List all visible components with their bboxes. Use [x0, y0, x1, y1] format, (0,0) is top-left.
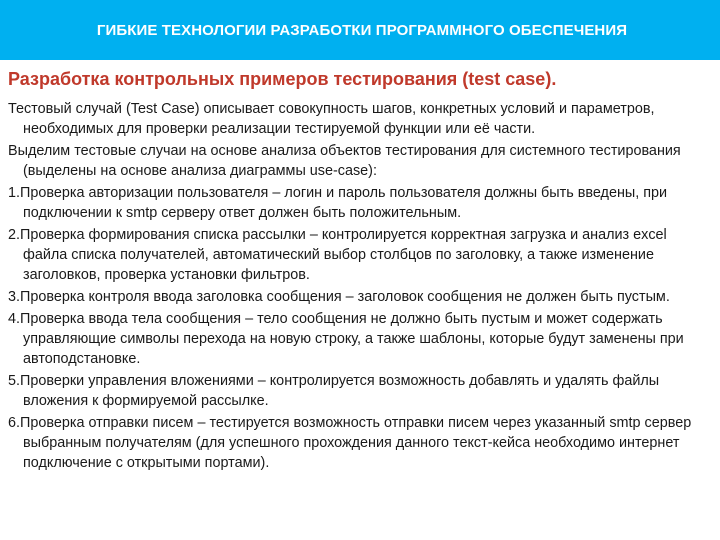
list-item-number: 4. — [8, 311, 21, 327]
list-item — [8, 309, 708, 369]
list-item — [8, 225, 708, 285]
list-item — [8, 287, 708, 307]
list-item-number: 3. — [8, 289, 21, 305]
list-item-text: Проверка контроля ввода заголовка сообщения – заголовок сообщения не должен быть пустым. — [20, 289, 670, 305]
list-item — [8, 371, 708, 411]
list-item-number: 5. — [8, 373, 21, 389]
list-item — [8, 183, 708, 223]
list-item-text: Проверка формирования списка рассылки – контролируется корректная загрузка и анализ excel файла списка получателей, автоматический выбор столбцов по заголовку, а также изменение заголовков, проверка установки фильтров. — [20, 227, 667, 283]
slide-title: ГИБКИЕ ТЕХНОЛОГИИ РАЗРАБОТКИ ПРОГРАММНОГО ОБЕСПЕЧЕНИЯ — [96, 21, 628, 39]
list-item-text: Проверки управления вложениями – контролируется возможность добавлять и удалять файлы вложения к формируемой рассылке. — [20, 373, 660, 409]
slide-body — [8, 99, 708, 475]
intro-paragraph: Выделим тестовые случаи на основе анализа объектов тестирования для системного тестирования (выделены на основе анализа диаграммы use-case): — [8, 143, 681, 179]
section-heading: Разработка контрольных примеров тестирования (test case). — [8, 69, 557, 89]
list-item-number: 2. — [8, 227, 21, 243]
list-item-text: Проверка отправки писем – тестируется возможность отправки писем через указанный smtp сервер выбранным получателям (для успешного прохождения данного текст-кейса необходимо интернет подключение с открытыми портами). — [20, 415, 692, 471]
list-item-number: 1. — [8, 185, 21, 201]
intro-paragraph: Тестовый случай (Test Case) описывает совокупность шагов, конкретных условий и параметров, необходимых для проверки реализации тестируемой функции или её части. — [8, 101, 655, 137]
list-item-number: 6. — [8, 415, 21, 431]
list-item — [8, 413, 708, 473]
list-item-text: Проверка авторизации пользователя – логин и пароль пользователя должны быть введены, при подключении к smtp серверу ответ должен быть положительным. — [20, 185, 668, 221]
list-item-text: Проверка ввода тела сообщения – тело сообщения не должно быть пустым и может содержать управляющие символы перехода на новую строку, а также шаблоны, которые будут заменены при автоподстановке. — [20, 311, 684, 367]
header-bar — [0, 0, 720, 60]
